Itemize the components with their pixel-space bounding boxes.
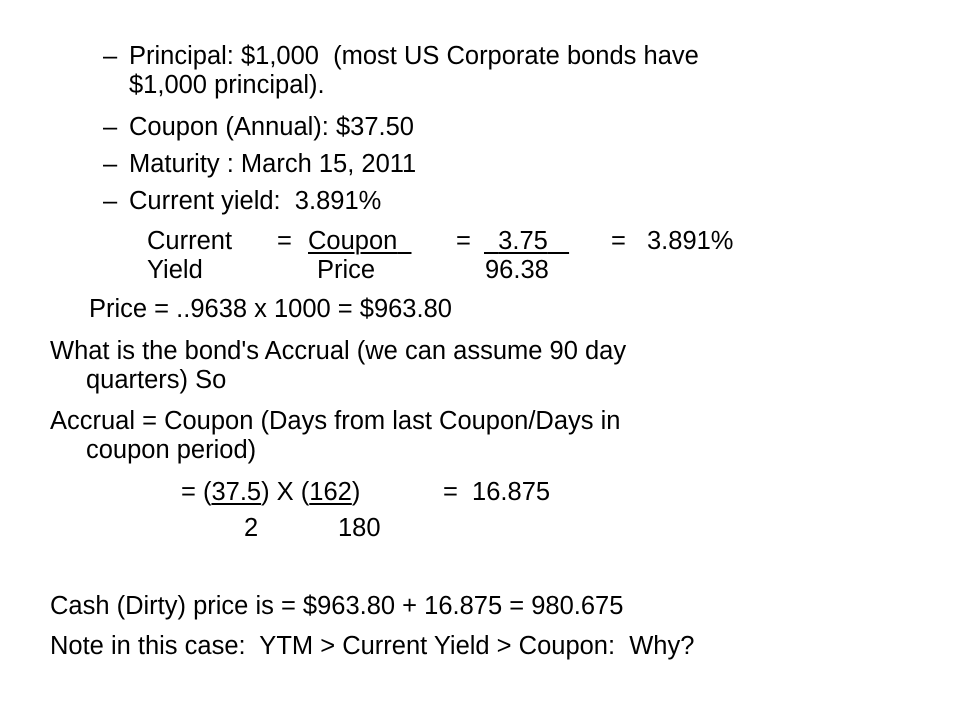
- bullet-current-yield: Current yield: 3.891%: [129, 187, 382, 215]
- price-line: Price = ..9638 x 1000 = $963.80: [89, 295, 452, 323]
- accrual-calculation: = (37.5) X (162): [181, 478, 361, 506]
- formula-price-denominator: Price: [317, 256, 376, 284]
- formula-result: 3.891%: [647, 227, 734, 255]
- note-line: Note in this case: YTM > Current Yield > Coupon: Why?: [50, 632, 695, 660]
- formula-current-label: Current: [147, 227, 233, 255]
- accrual-question-line2: quarters) So: [86, 366, 227, 394]
- bullet-maturity: Maturity : March 15, 2011: [129, 150, 417, 178]
- formula-equals-2: =: [456, 227, 471, 255]
- accrual-coupon-numerator: 37.5: [211, 478, 262, 506]
- bullet-dash: –: [103, 42, 118, 70]
- accrual-days-numerator: 162: [309, 478, 352, 506]
- formula-numerator-value: 3.75: [498, 227, 548, 255]
- bullet-principal-line2: $1,000 principal).: [129, 71, 325, 99]
- formula-coupon-numerator: Coupon: [308, 227, 398, 255]
- bullet-principal-line1: Principal: $1,000 (most US Corporate bonds have: [129, 42, 699, 70]
- accrual-denominator-180: 180: [338, 514, 381, 542]
- formula-denominator-value: 96.38: [485, 256, 549, 284]
- accrual-result: = 16.875: [443, 478, 551, 506]
- cash-dirty-price-line: Cash (Dirty) price is = $963.80 + 16.875 = 980.675: [50, 592, 624, 620]
- accrual-question-line1: What is the bond's Accrual (we can assume 90 day: [50, 337, 627, 365]
- accrual-denominator-2: 2: [244, 514, 259, 542]
- formula-yield-label: Yield: [147, 256, 203, 284]
- bullet-dash: –: [103, 113, 118, 141]
- bullet-dash: –: [103, 150, 118, 178]
- formula-equals-3: =: [611, 227, 626, 255]
- bullet-coupon: Coupon (Annual): $37.50: [129, 113, 414, 141]
- bullet-dash: –: [103, 187, 118, 215]
- accrual-definition-line1: Accrual = Coupon (Days from last Coupon/Days in: [50, 407, 621, 435]
- accrual-definition-line2: coupon period): [86, 436, 257, 464]
- formula-equals-1: =: [277, 227, 292, 255]
